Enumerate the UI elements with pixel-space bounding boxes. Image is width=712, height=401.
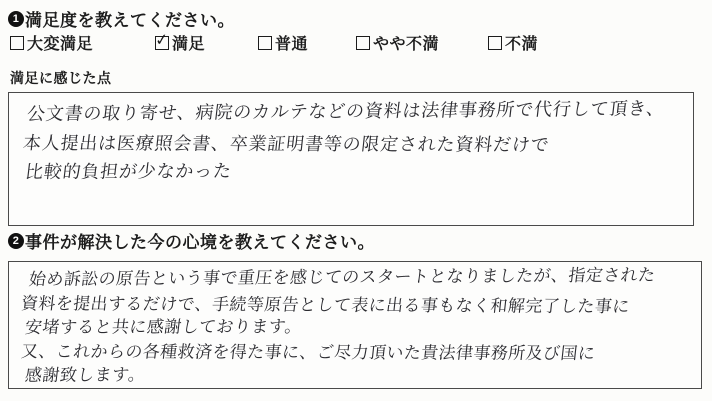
checkbox-unchecked-icon: [258, 36, 272, 50]
question-1-title: [8, 6, 235, 31]
q2-answer-box: [8, 261, 702, 389]
question-2-title: [8, 228, 375, 253]
option-label: 大変満足: [27, 36, 94, 53]
q1-answer-box: [8, 92, 694, 226]
question-2-text: 事件が解決した今の心境を教えてください。: [25, 233, 375, 252]
checkbox-unchecked-icon: [488, 36, 502, 50]
satisfied-points-label: 満足に感じた点: [10, 72, 112, 87]
handwritten-line: 感謝致します。: [23, 365, 147, 386]
option-label: 不満: [505, 36, 539, 53]
option-neutral: [258, 31, 308, 54]
option-label: やや不満: [373, 36, 440, 53]
checkbox-checked-icon: [154, 28, 170, 50]
option-dissatisfied: [488, 31, 538, 54]
question-2-number-icon: 2: [8, 233, 24, 249]
option-satisfied: [154, 28, 206, 54]
handwritten-line: 資料を提出するだけで、手続等原告として表に出る事もなく和解完了した事に: [19, 294, 631, 318]
option-label: 普通: [275, 36, 309, 53]
option-label: 満足: [172, 36, 206, 53]
option-somewhat-dissatisfied: [356, 31, 439, 54]
checkbox-unchecked-icon: [10, 36, 24, 50]
handwritten-line: 安堵すると共に感謝しております。: [23, 317, 304, 338]
handwritten-line: 比較的負担が少なかった: [23, 160, 234, 183]
question-1-number-icon: 1: [8, 11, 24, 27]
question-1-text: 満足度を教えてください。: [25, 11, 235, 30]
check-mark-icon: ✓: [154, 28, 170, 50]
satisfaction-options-row: [0, 28, 712, 53]
handwritten-line: 公文書の取り寄せ、病院のカルテなどの資料は法律事務所で代行して頂き、: [25, 98, 667, 125]
handwritten-line: 始め訴訟の原告という事で重圧を感じてのスタートとなりましたが、指定された: [27, 265, 657, 290]
checkbox-unchecked-icon: [356, 36, 370, 50]
handwritten-line: 本人提出は医療照会書、卒業証明書等の限定された資料だけで: [21, 133, 551, 156]
handwritten-line: 又、これからの各種救済を得た事に、ご尽力頂いた貴法律事務所及び国に: [19, 342, 597, 365]
option-very-satisfied: [10, 31, 93, 54]
